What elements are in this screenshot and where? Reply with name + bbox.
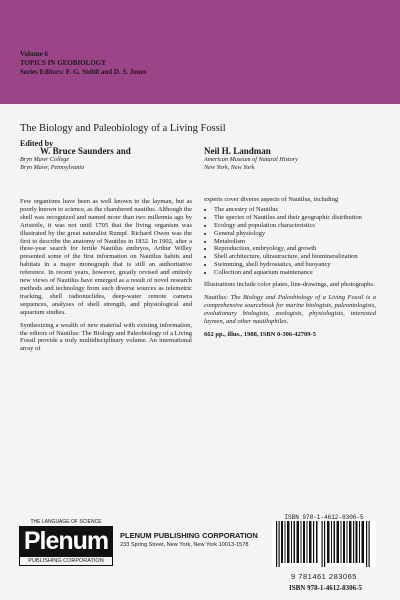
editor-1-affiliation: Bryn Mawr College [20, 156, 70, 163]
experts-intro: experts cover diverse aspects of Nautilus, including [204, 196, 339, 203]
logo-corporation: PUBLISHING CORPORATION [19, 556, 113, 566]
logo-tagline: THE LANGUAGE OF SCIENCE [30, 519, 102, 525]
sourcebook-paragraph: Nautilus: The Biology and Paleobiology of a Living Fossil is a comprehensive sourcebook for marine biologists, paleontologists, evolutionary biologists, zoologists, physiologists, interested laymen, and other nautilophiles. [204, 293, 376, 325]
plenum-logo [19, 519, 113, 571]
series-title: TOPICS IN GEOBIOLOGY [20, 59, 107, 67]
barcode-block [272, 514, 376, 584]
list-item: • Ecology and population characteristics [214, 222, 376, 230]
right-column [204, 196, 376, 344]
barcode-icon [272, 521, 376, 567]
isbn-bottom: ISBN 978-1-4612-8306-5 [289, 584, 362, 592]
list-item: • Shell architecture, ultrastructure, and biomineralization [214, 253, 376, 261]
description-paragraph-1: Few organisms have been as well known to the layman, but as poorly known to science, as the chambered nautilus. Although the shell was recognized and named more than two millennia ago by Aristotle, it was not until 1705 that the living organism was illustrated by the great naturalist Rumpf. Richard Owen was the first to describe the anatomy of Nautilus in 1832. In 1902, after a three-year search for fertile Nautilus embryos, Arthur Willey presented some of the first information on Nautilus habits and habitats in a major monograph that is still an authoritative reference. In recent years, however, greatly revised and entirely new views of Nautilus have emerged as a result of novel research methods and technology from such diverse sources as telemetric tracking, shell radionuclides, deep-water remote camera sequences, analyses of shell strength, and physiological and aquarium studies. [20, 198, 192, 316]
editor-1-name: W. Bruce Saunders [40, 146, 114, 156]
editor-2-name: Neil H. Landman [204, 146, 271, 156]
list-item: • Reproduction, embryology, and growth [214, 245, 376, 253]
isbn-top: ISBN 978-1-4612-8306-5 [284, 514, 364, 521]
editor-2 [204, 146, 298, 172]
series-editors: Series Editors: F. G. Stehli and D. S. Jones [20, 68, 147, 76]
editor-and: and [116, 146, 131, 156]
series-block [20, 50, 147, 77]
publisher-address: 233 Spring Street, New York, New York 10013-1578 [120, 542, 249, 548]
list-item: • The species of Nautilus and their geographic distribution [214, 214, 376, 222]
logo-wordmark: Plenum [19, 526, 113, 556]
editor-2-affiliation: American Museum of Natural History [204, 156, 298, 163]
barcode-digits: 9 781461 283065 [291, 572, 357, 581]
publication-info: 662 pp., illus., 1988, ISBN 0-306-42709-5 [204, 330, 316, 338]
book-title: The Biology and Paleobiology of a Living Fossil [20, 123, 226, 134]
editor-1 [20, 146, 131, 172]
list-item: • General physiology [214, 230, 376, 238]
list-item: • Metabolism [214, 238, 376, 246]
topics-list [204, 206, 376, 277]
illustrations-note: Illustrations include color plates, line-drawings, and photographs. [204, 281, 375, 289]
list-item: • The ancestry of Nautilus [214, 206, 376, 214]
editor-2-location: New York, New York [204, 164, 255, 171]
editor-1-location: Bryn Mawr, Pennsylvania [20, 164, 85, 171]
volume-label: Volume 6 [20, 50, 48, 58]
publisher-name: PLENUM PUBLISHING CORPORATION [120, 531, 258, 540]
left-column [20, 198, 192, 358]
list-item: • Swimming, shell hydrostatics, and buoyancy [214, 261, 376, 269]
list-item: • Collection and aquarium maintenance [214, 269, 376, 277]
edited-by-label: Edited by [20, 139, 54, 148]
description-paragraph-2: Synthesizing a wealth of new material with existing information, the editors of Nautilus: The Biology and Paleobiology of a Living Fossil provide a truly multidisciplinary volume. An international array of [20, 321, 192, 353]
